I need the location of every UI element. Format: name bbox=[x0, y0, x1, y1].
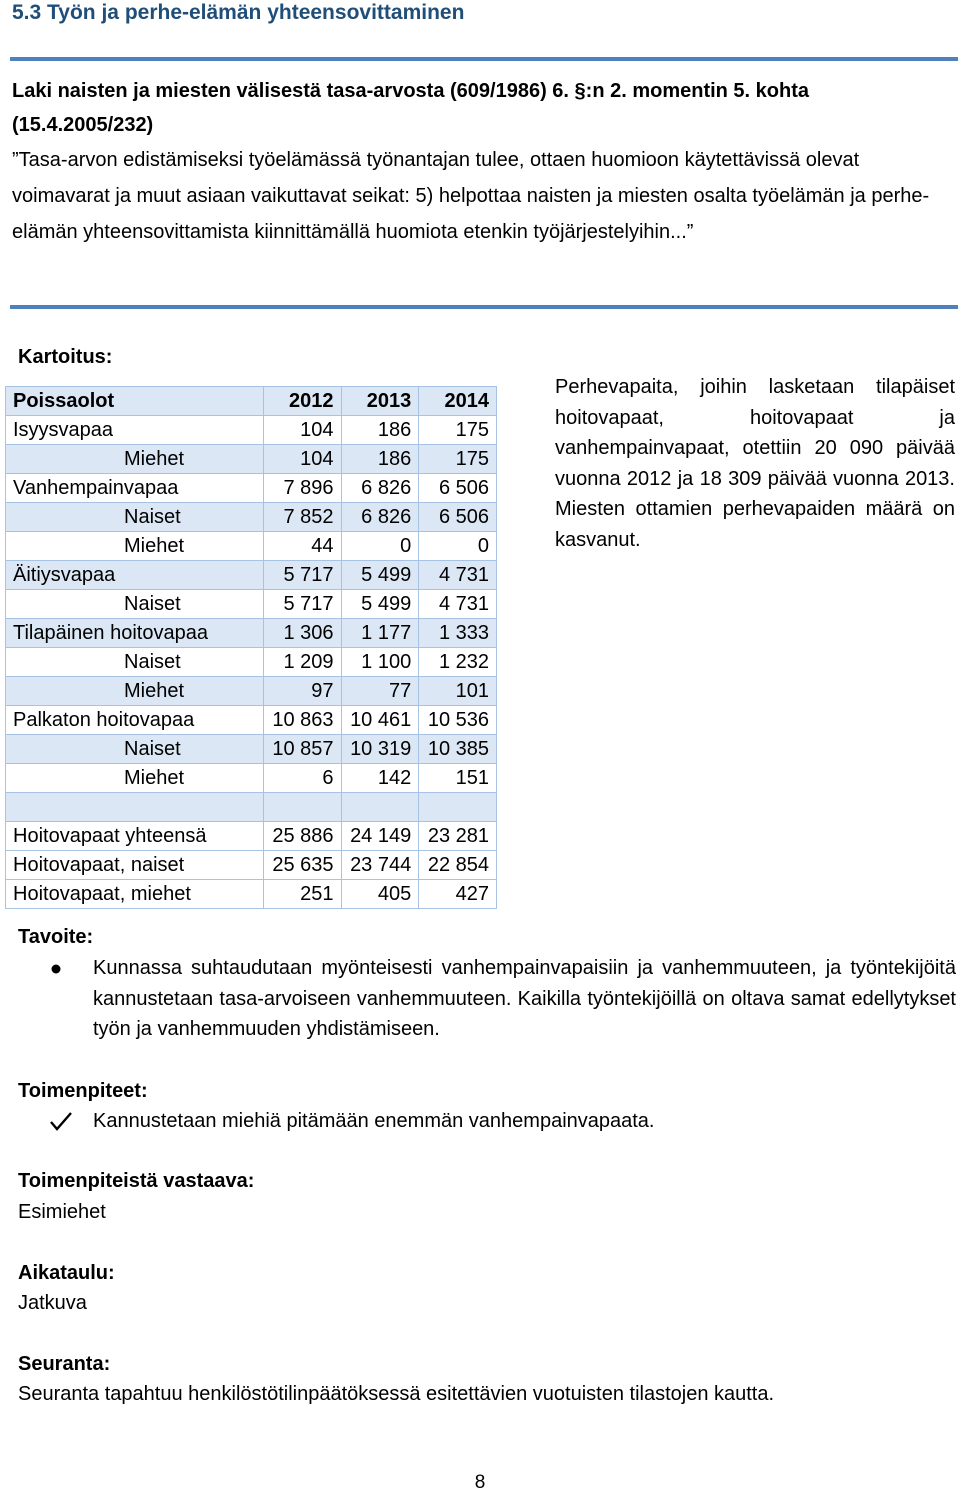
cell-2013: 186 bbox=[341, 416, 419, 445]
absence-table bbox=[5, 386, 497, 909]
row-label: Tilapäinen hoitovapaa bbox=[6, 619, 264, 648]
cell-2013: 77 bbox=[341, 677, 419, 706]
row-label: Isyysvapaa bbox=[6, 416, 264, 445]
cell-2014: 151 bbox=[419, 764, 497, 793]
table-row bbox=[6, 532, 497, 561]
row-label: Naiset bbox=[6, 590, 264, 619]
cell-2014: 1 232 bbox=[419, 648, 497, 677]
cell-2013: 142 bbox=[341, 764, 419, 793]
tavoite-text: Kunnassa suhtaudutaan myönteisesti vanhempainvapaisiin ja vanhemmuuteen, ja työntekijöitä kannustetaan tasa-arvoiseen vanhemmuuteen. Kaikilla työntekijöillä on oltava samat edellytykset työn ja vanhemmuuden yhdistämiseen. bbox=[93, 957, 956, 1040]
column-header: 2012 bbox=[263, 387, 341, 416]
cell-2012: 251 bbox=[263, 880, 341, 909]
toimenpiteet-text: Kannustetaan miehiä pitämään enemmän vanhempainvapaata. bbox=[93, 1110, 655, 1132]
checkmark-icon bbox=[48, 1106, 78, 1146]
table-row bbox=[6, 445, 497, 474]
cell-2013: 0 bbox=[341, 532, 419, 561]
cell-2013: 6 826 bbox=[341, 503, 419, 532]
table-row bbox=[6, 851, 497, 880]
tavoite-label: Tavoite: bbox=[18, 926, 94, 948]
table-row bbox=[6, 416, 497, 445]
row-label: Hoitovapaat yhteensä bbox=[6, 822, 264, 851]
row-label: Naiset bbox=[6, 648, 264, 677]
law-excerpt bbox=[12, 74, 942, 250]
cell-2014: 6 506 bbox=[419, 474, 497, 503]
cell-2014: 4 731 bbox=[419, 561, 497, 590]
section-heading: 5.3 Työn ja perhe-elämän yhteensovittaminen bbox=[12, 1, 465, 24]
cell-2013: 10 461 bbox=[341, 706, 419, 735]
table-row bbox=[6, 677, 497, 706]
vastaava-label: Toimenpiteistä vastaava: bbox=[18, 1170, 255, 1192]
table-row bbox=[6, 619, 497, 648]
vastaava-value: Esimiehet bbox=[18, 1201, 106, 1223]
table-row bbox=[6, 735, 497, 764]
cell-2012: 5 717 bbox=[263, 590, 341, 619]
table-row bbox=[6, 561, 497, 590]
cell-2012: 1 209 bbox=[263, 648, 341, 677]
cell-2013: 24 149 bbox=[341, 822, 419, 851]
bottom-rule bbox=[10, 305, 958, 309]
cell-2013: 23 744 bbox=[341, 851, 419, 880]
cell-2012: 10 857 bbox=[263, 735, 341, 764]
seuranta-value: Seuranta tapahtuu henkilöstötilinpäätöksessä esitettävien vuotuisten tilastojen kautta. bbox=[18, 1383, 775, 1405]
table-row bbox=[6, 590, 497, 619]
law-title: Laki naisten ja miesten välisestä tasa-arvosta (609/1986) 6. §:n 2. momentin 5. kohta (15.4.2005/232) bbox=[12, 80, 810, 136]
cell-2012: 104 bbox=[263, 445, 341, 474]
cell-2012: 10 863 bbox=[263, 706, 341, 735]
column-header: 2013 bbox=[341, 387, 419, 416]
cell-2014: 175 bbox=[419, 445, 497, 474]
cell-2012: 25 635 bbox=[263, 851, 341, 880]
toimenpiteet-label: Toimenpiteet: bbox=[18, 1080, 148, 1102]
cell-2013: 5 499 bbox=[341, 561, 419, 590]
cell-2013: 5 499 bbox=[341, 590, 419, 619]
table-row bbox=[6, 474, 497, 503]
seuranta-label: Seuranta: bbox=[18, 1353, 111, 1375]
row-label: Miehet bbox=[6, 445, 264, 474]
row-label: Miehet bbox=[6, 677, 264, 706]
row-label: Äitiysvapaa bbox=[6, 561, 264, 590]
cell-2014: 4 731 bbox=[419, 590, 497, 619]
row-label: Hoitovapaat, naiset bbox=[6, 851, 264, 880]
toimenpiteet-item bbox=[48, 1106, 956, 1137]
bullet-icon bbox=[48, 953, 78, 993]
cell-2014: 10 385 bbox=[419, 735, 497, 764]
table-header-row bbox=[6, 387, 497, 416]
cell-2014: 23 281 bbox=[419, 822, 497, 851]
cell-2014: 1 333 bbox=[419, 619, 497, 648]
cell-2012: 104 bbox=[263, 416, 341, 445]
cell-2012: 1 306 bbox=[263, 619, 341, 648]
page-number: 8 bbox=[474, 1472, 486, 1493]
row-label: Miehet bbox=[6, 532, 264, 561]
column-header: Poissaolot bbox=[6, 387, 264, 416]
row-label: Palkaton hoitovapaa bbox=[6, 706, 264, 735]
table-row bbox=[6, 503, 497, 532]
table-row bbox=[6, 706, 497, 735]
cell-2012: 5 717 bbox=[263, 561, 341, 590]
cell-2013: 6 826 bbox=[341, 474, 419, 503]
row-label: Vanhempainvapaa bbox=[6, 474, 264, 503]
tavoite-bullet-item bbox=[48, 953, 956, 1045]
cell-2014: 10 536 bbox=[419, 706, 497, 735]
table-row bbox=[6, 822, 497, 851]
cell-2012: 6 bbox=[263, 764, 341, 793]
row-label: Naiset bbox=[6, 735, 264, 764]
row-label: Hoitovapaat, miehet bbox=[6, 880, 264, 909]
cell-2012: 97 bbox=[263, 677, 341, 706]
table-row bbox=[6, 764, 497, 793]
row-label: Naiset bbox=[6, 503, 264, 532]
cell-2014: 175 bbox=[419, 416, 497, 445]
cell-2012: 25 886 bbox=[263, 822, 341, 851]
table-spacer-row bbox=[6, 793, 497, 822]
column-header: 2014 bbox=[419, 387, 497, 416]
cell-2014: 6 506 bbox=[419, 503, 497, 532]
aikataulu-value: Jatkuva bbox=[18, 1292, 87, 1314]
cell-2013: 186 bbox=[341, 445, 419, 474]
cell-2013: 405 bbox=[341, 880, 419, 909]
cell-2012: 7 852 bbox=[263, 503, 341, 532]
cell-2013: 1 177 bbox=[341, 619, 419, 648]
cell-2012: 44 bbox=[263, 532, 341, 561]
table-row bbox=[6, 648, 497, 677]
cell-2012: 7 896 bbox=[263, 474, 341, 503]
cell-2014: 0 bbox=[419, 532, 497, 561]
cell-2013: 10 319 bbox=[341, 735, 419, 764]
kartoitus-label: Kartoitus: bbox=[18, 346, 113, 368]
law-quote: ”Tasa-arvon edistämiseksi työelämässä työnantajan tulee, ottaen huomioon käytettävissä olevat voimavarat ja muut asiaan vaikuttavat seikat: 5) helpottaa naisten ja miesten osalta työelämän ja perhe-elämän yhteensovittamista kiinnittämällä huomiota etenkin työjärjestelyihin...” bbox=[12, 149, 930, 243]
top-rule bbox=[10, 57, 958, 61]
cell-2014: 101 bbox=[419, 677, 497, 706]
cell-2014: 427 bbox=[419, 880, 497, 909]
aikataulu-label: Aikataulu: bbox=[18, 1262, 115, 1284]
cell-2014: 22 854 bbox=[419, 851, 497, 880]
cell-2013: 1 100 bbox=[341, 648, 419, 677]
family-leave-summary: Perhevapaita, joihin lasketaan tilapäiset hoitovapaat, hoitovapaat ja vanhempainvapaat, otettiin 20 090 päivää vuonna 2012 ja 18 309 päivää vuonna 2013. Miesten ottamien perhevapaiden määrä on kasvanut. bbox=[555, 376, 955, 551]
table-row bbox=[6, 880, 497, 909]
row-label: Miehet bbox=[6, 764, 264, 793]
